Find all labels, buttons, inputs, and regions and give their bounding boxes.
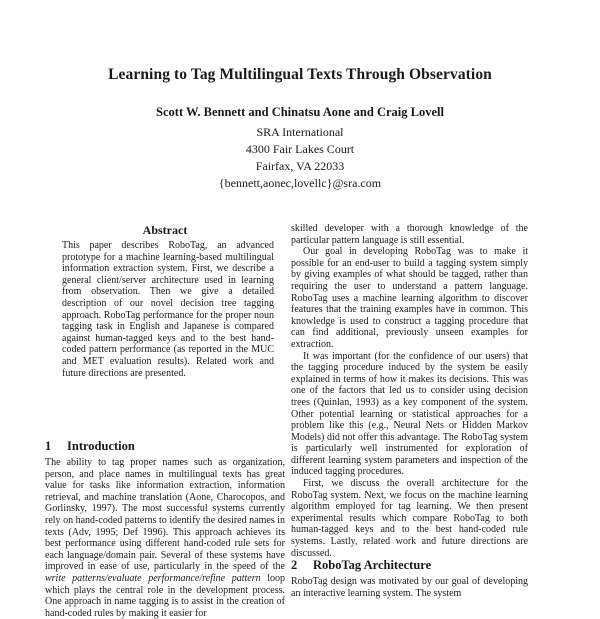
introduction-body (45, 457, 285, 619)
paper-authors: Scott W. Bennett and Chinatsu Aone and Craig Lovell (156, 105, 444, 119)
paper-title: Learning to Tag Multilingual Texts Through Observation (108, 66, 492, 83)
affiliation-city: Fairfax, VA 22033 (255, 159, 345, 173)
abstract-body (62, 240, 274, 379)
affiliation-email: {bennett,aonec,lovellc}@sra.com (218, 176, 382, 190)
intro-text-a: The ability to tag proper names such as organization, person, and place names in multilingual texts has great value for tasks like information extraction, information retrieval, and machine translation (Aone, Charocopos, and Gorlinsky, 1997). The most successful systems currently rely on hand-coded patterns to identify the desired names in texts (Adv, 1995; Def 1996). This approach achieves its best performance using different hand-coded rule sets for each language/domain pair. Several of these systems have improved in ease of use, particularly in the speed of the (45, 457, 285, 573)
section-number: 1 (45, 439, 52, 453)
section-title: Introduction (67, 439, 135, 453)
abstract-text: This paper describes RoboTag, an advanced prototype for a machine learning-based multilingual information extraction system. First, we describe a general client/server architecture used in learning from observation. Then we give a detailed description of our novel decision tree tagging approach. RoboTag performance for the proper noun tagging task in English and Japanese is compared against human-tagged keys and to the best hand-coded pattern performance (as reported in the MUC and MET evaluation results). Related work and future directions are presented. (62, 240, 274, 379)
section-architecture-heading (291, 558, 431, 573)
right-paragraph-3: First, we discuss the overall architecture for the RoboTag system. Next, we focus on the machine learning algorithm employed for tag learning. We then present experimental results which compare RoboTag to both human-tagged keys and to the best hand-coded rule systems. Lastly, related work and future directions are discussed. (291, 478, 528, 559)
right-paragraph-2: It was important (for the confidence of our users) that the tagging procedure induced by the system be easily explained in terms of how it makes its decisions. This was one of the factors that led us to consider using decision trees (Quinlan, 1993) as a key component of the system. Other potential learning or statistical approaches for a problem like this (e.g., Neural Nets or Hidden Markov Models) did not offer this advantage. The RoboTag system is particularly well instrumented for exploration of different learning system parameters and inspection of the induced tagging procedures. (291, 350, 528, 478)
abstract-heading: Abstract (142, 223, 188, 237)
section-number: 2 (291, 558, 298, 572)
intro-text-b: loop which plays the central role in the development process. One approach in name tagging is to assist in the creation of hand-coded rules by making it easier for (45, 572, 286, 619)
intro-text-emphasis: write patterns/evaluate performance/refine pattern (45, 572, 261, 584)
right-paragraph-1: Our goal in developing RoboTag was to make it possible for an end-user to build a tagging system simply by giving examples of what should be tagged, rather than requiring the user to understand a pattern language. RoboTag uses a machine learning algorithm to discover features that the training examples have in common. This knowledge is used to construct a tagging procedure that can find additional, previously unseen examples for extraction. (291, 246, 528, 350)
introduction-paragraph (45, 457, 285, 619)
architecture-body (291, 576, 528, 599)
right-paragraph-0: skilled developer with a thorough knowledge of the particular pattern language is still essential. (291, 223, 528, 246)
section-title: RoboTag Architecture (313, 558, 432, 572)
right-column-body (291, 223, 528, 559)
architecture-paragraph: RoboTag design was motivated by our goal of developing an interactive learning system. The system (291, 576, 528, 599)
section-introduction-heading (45, 439, 135, 454)
affiliation-org: SRA International (256, 125, 344, 139)
affiliation-street: 4300 Fair Lakes Court (245, 142, 355, 156)
